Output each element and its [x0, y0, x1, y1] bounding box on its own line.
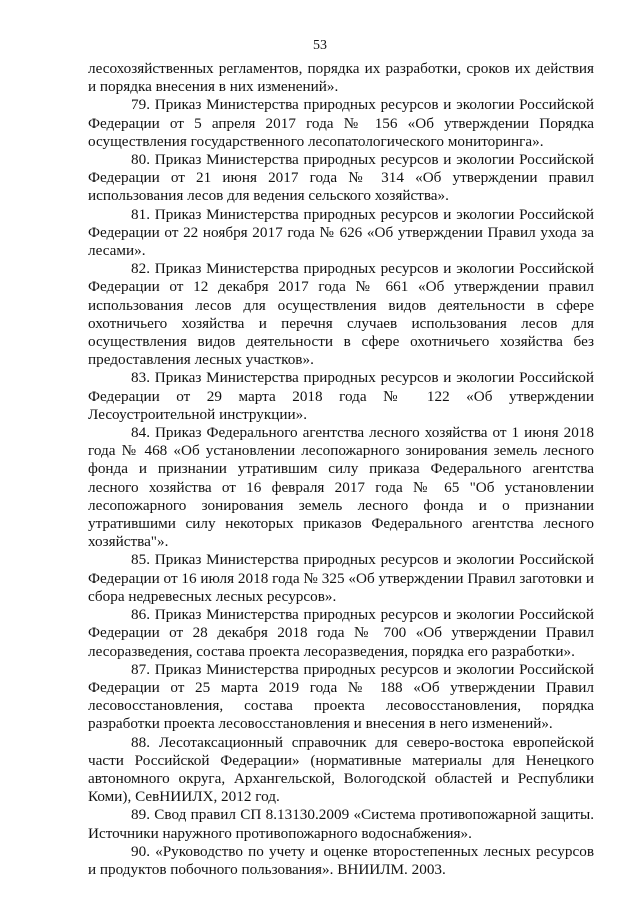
list-item-89: 89. Свод правил СП 8.13130.2009 «Система противопожарной защиты. Источники наружного противопожарного водоснабжения». — [88, 806, 594, 842]
list-item-87: 87. Приказ Министерства природных ресурсов и экологии Российской Федерации от 25 марта 2019 года № 188 «Об утверждении Правил лесовосстановления, состава проекта лесовосстановления, порядка разработки проекта лесовосстановления и внесения в него изменений». — [88, 660, 594, 733]
list-item-79: 79. Приказ Министерства природных ресурсов и экологии Российской Федерации от 5 апреля 2017 года № 156 «Об утверждении Порядка осуществления государственного лесопатологического мониторинга». — [88, 96, 594, 150]
paragraph-continuation: лесохозяйственных регламентов, порядка их разработки, сроков их действия и порядка внесения в них изменений». — [88, 60, 594, 96]
list-item-85: 85. Приказ Министерства природных ресурсов и экологии Российской Федерации от 16 июля 2018 года № 325 «Об утверждении Правил заготовки и сбора недревесных лесных ресурсов». — [88, 551, 594, 605]
list-item-82: 82. Приказ Министерства природных ресурсов и экологии Российской Федерации от 12 декабря 2017 года № 661 «Об утверждении правил использования лесов для осуществления видов деятельности в сфере охотничьего хозяйства и перечня случаев использования лесов для осуществления видов деятельности в сфере охотничьего хозяйства без предоставления лесных участков». — [88, 260, 594, 369]
document-body — [88, 60, 594, 879]
list-item-90: 90. «Руководство по учету и оценке второстепенных лесных ресурсов и продуктов побочного пользования». ВНИИЛМ. 2003. — [88, 842, 594, 878]
list-item-80: 80. Приказ Министерства природных ресурсов и экологии Российской Федерации от 21 июня 2017 года № 314 «Об утверждении правил использования лесов для ведения сельского хозяйства». — [88, 151, 594, 205]
list-item-84: 84. Приказ Федерального агентства лесного хозяйства от 1 июня 2018 года № 468 «Об установлении лесопожарного зонирования земель лесного фонда и признании утратившим силу приказа Федерального агентства лесного хозяйства от 16 февраля 2017 года № 65 "Об установлении лесопожарного зонирования земель лесного фонда и о признании утратившими силу некоторых приказов Федерального агентства лесного хозяйства"». — [88, 424, 594, 551]
list-item-81: 81. Приказ Министерства природных ресурсов и экологии Российской Федерации от 22 ноября 2017 года № 626 «Об утверждении Правил ухода за лесами». — [88, 205, 594, 260]
list-item-88: 88. Лесотаксационный справочник для северо-востока европейской части Российской Федерации» (нормативные материалы для Ненецкого автономного округа, Архангельской, Вологодской областей и Республики Коми), СевНИИЛХ, 2012 год. — [88, 733, 594, 806]
list-item-86: 86. Приказ Министерства природных ресурсов и экологии Российской Федерации от 28 декабря 2018 года № 700 «Об утверждении Правил лесоразведения, состава проекта лесоразведения, порядка его разработки». — [88, 606, 594, 660]
page-number: 53 — [313, 38, 327, 53]
list-item-83: 83. Приказ Министерства природных ресурсов и экологии Российской Федерации от 29 марта 2018 года № 122 «Об утверждении Лесоустроительной инструкции». — [88, 369, 594, 423]
